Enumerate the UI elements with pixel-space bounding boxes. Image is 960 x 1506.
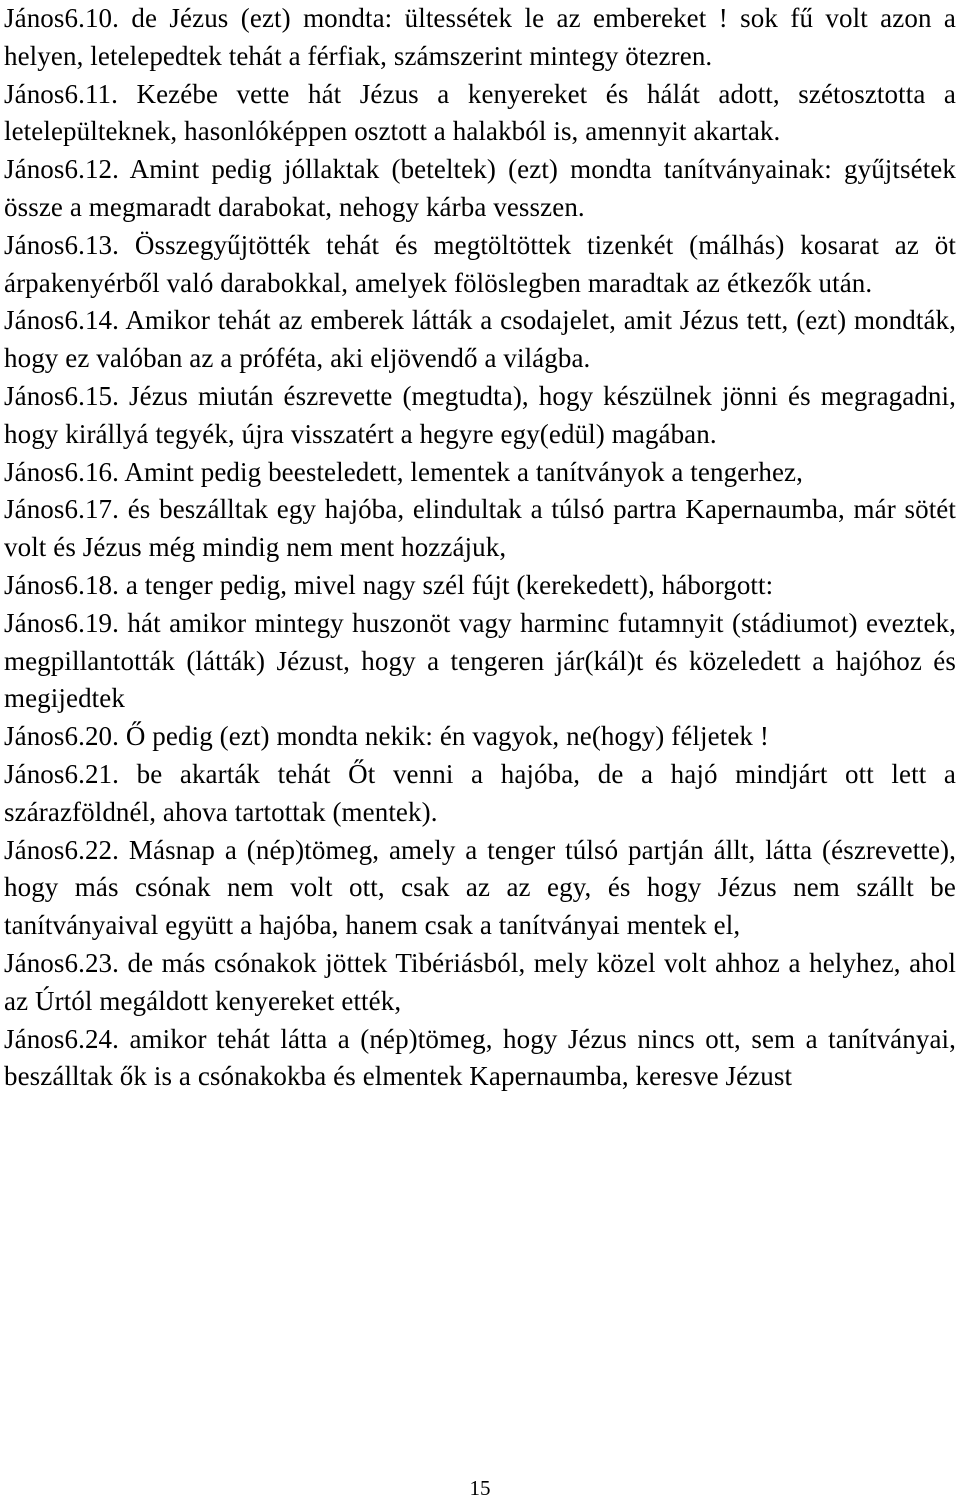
verse-text: de Jézus (ezt) mondta: ültessétek le az embereket ! sok fű volt azon a helyen, letelepedtek tehát a férfiak, számszerint mintegy ötezren. [4, 3, 956, 71]
verse-reference: János6.22. [4, 834, 119, 865]
verse-6-13 [4, 227, 956, 303]
verse-reference: János6.23. [4, 947, 119, 978]
verse-text: és beszálltak egy hajóba, elindultak a túlsó partra Kapernaumba, már sötét volt és Jézus még mindig nem ment hozzájuk, [4, 494, 956, 563]
page-number: 15 [469, 1476, 491, 1500]
verse-text: be akarták tehát Őt venni a hajóba, de a hajó mindjárt ott lett a szárazföldnél, ahova tartottak (mentek). [4, 758, 956, 827]
verse-text: Összegyűjtötték tehát és megtöltöttek tizenkét (málhás) kosarat az öt árpakenyérből való darabokkal, amelyek fölöslegben maradtak az étkezők után. [4, 229, 956, 298]
verse-reference: János6.12. [4, 154, 119, 185]
verse-text: amikor tehát látta a (nép)tömeg, hogy Jézus nincs ott, sem a tanítványai, beszálltak ők is a csónakokba és elmentek Kapernaumba, keresve Jézust [4, 1023, 956, 1092]
verse-reference: János6.24. [4, 1023, 119, 1054]
verse-6-11 [4, 76, 956, 152]
verse-text: Jézus miután észrevette (megtudta), hogy készülnek jönni és megragadni, hogy királlyá tegyék, újra visszatért a hegyre egy(edül) magában. [4, 380, 956, 449]
verse-text: a tenger pedig, mivel nagy szél fújt (kerekedett), háborgott: [125, 569, 774, 600]
verse-text: Amint pedig jóllaktak (beteltek) (ezt) mondta tanítványainak: gyűjtsétek össze a megmaradt darabokat, nehogy kárba vesszen. [4, 154, 956, 222]
verse-reference: János6.17. [4, 494, 119, 525]
verse-6-14 [4, 302, 956, 378]
verse-text: Amikor tehát az emberek látták a csodajelet, amit Jézus tett, (ezt) mondták, hogy ez valóban az a próféta, aki eljövendő a világba. [4, 305, 956, 374]
verse-6-19 [4, 605, 956, 718]
verse-text: hát amikor mintegy huszonöt vagy harminc futamnyit (stádiumot) eveztek, megpillantották (látták) Jézust, hogy a tengeren jár(kál)t és közeledett a hajóhoz és megijedtek [4, 607, 956, 714]
verse-list [4, 0, 956, 1096]
verse-6-21 [4, 756, 956, 832]
verse-text: Másnap a (nép)tömeg, amely a tenger túlsó partján állt, látta (észrevette), hogy más csónak nem volt ott, csak az az egy, és hogy Jézus nem szállt be tanítványaival együtt a hajóba, hanem csak a tanítványai mentek el, [4, 834, 956, 941]
verse-6-12 [4, 151, 956, 227]
verse-reference: János6.20. [4, 721, 119, 752]
verse-6-23 [4, 945, 956, 1021]
verse-reference: János6.13. [4, 229, 119, 260]
verse-6-17 [4, 491, 956, 567]
verse-6-20 [4, 718, 956, 756]
verse-reference: János6.10. [4, 3, 119, 33]
verse-reference: János6.11. [4, 78, 118, 109]
verse-reference: János6.16. [4, 456, 119, 487]
verse-reference: János6.18. [4, 569, 119, 600]
verse-6-24 [4, 1021, 956, 1097]
verse-text: Ő pedig (ezt) mondta nekik: én vagyok, ne(hogy) féljetek ! [125, 721, 769, 752]
document-page [4, 0, 956, 1506]
verse-6-15 [4, 378, 956, 454]
verse-reference: János6.14. [4, 305, 119, 336]
verse-reference: János6.15. [4, 380, 119, 411]
verse-reference: János6.19. [4, 607, 119, 638]
verse-6-16 [4, 454, 956, 492]
verse-text: Amint pedig beesteledett, lementek a tanítványok a tengerhez, [124, 456, 803, 487]
verse-reference: János6.21. [4, 758, 119, 789]
verse-6-10 [4, 0, 956, 76]
verse-6-22 [4, 832, 956, 945]
verse-text: Kezébe vette hát Jézus a kenyereket és hálát adott, szétosztotta a letelepülteknek, hasonlóképpen osztott a halakból is, amennyit akartak. [4, 78, 956, 147]
verse-text: de más csónakok jöttek Tibériásból, mely közel volt ahhoz a helyhez, ahol az Úrtól megáldott kenyereket ették, [4, 947, 956, 1016]
verse-6-18 [4, 567, 956, 605]
